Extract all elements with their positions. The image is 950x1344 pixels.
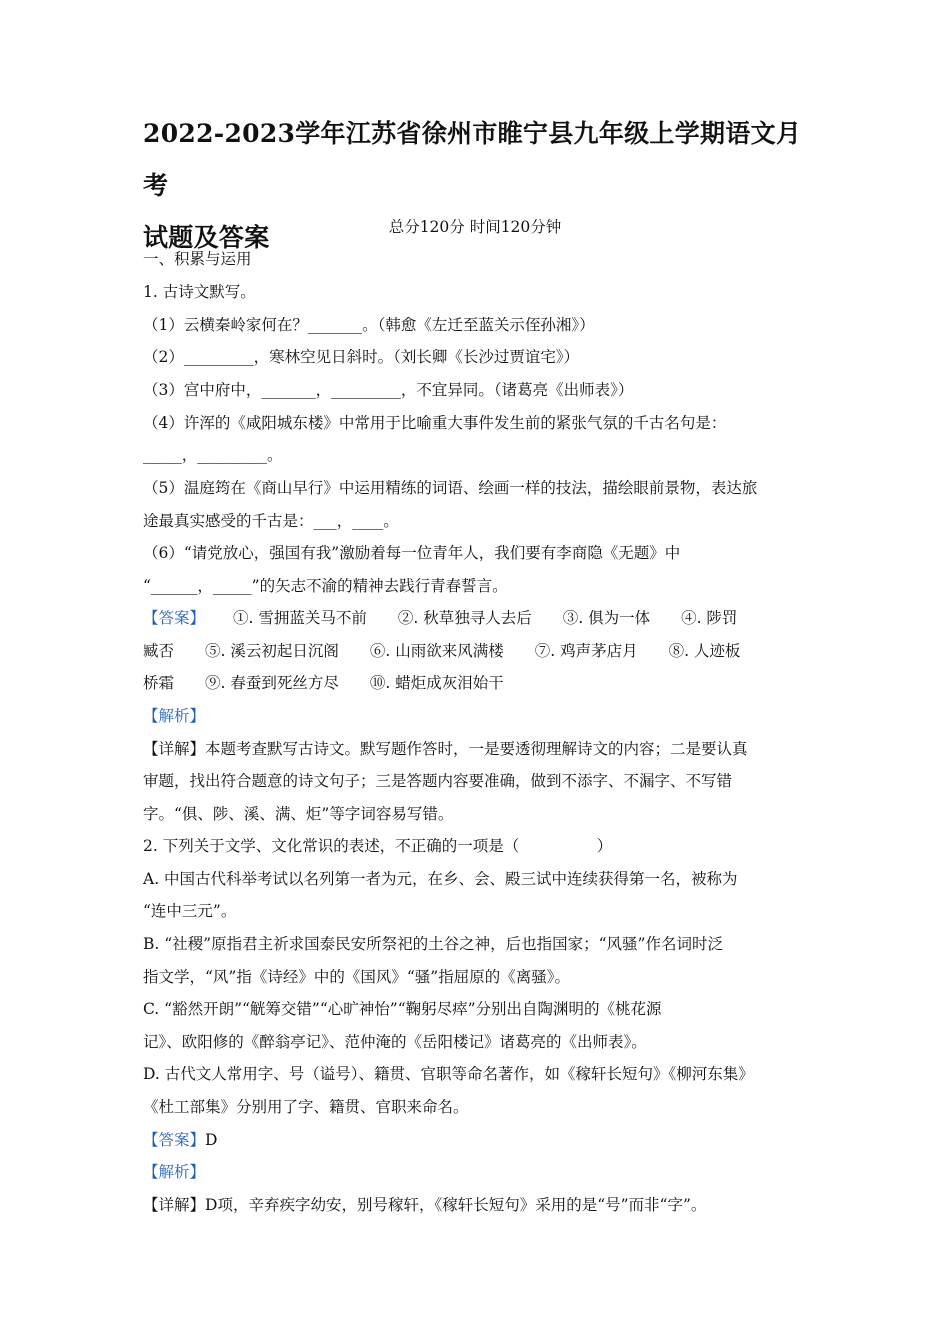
page-title	[143, 108, 823, 264]
answer-label: 【答案】	[143, 1131, 206, 1149]
question-1-stem: 1. 古诗文默写。	[143, 283, 256, 301]
question-2-stem: 2. 下列关于文学、文化常识的表述，不正确的一项是（ ）	[143, 837, 613, 855]
q2-detail-line	[143, 1194, 811, 1216]
detail-label: 【详解】	[143, 1196, 206, 1214]
q1-item: _____，_________。	[143, 446, 283, 464]
q1-item: （2）_________，寒林空见日斜时。（刘长卿《长沙过贾谊宅》）	[143, 348, 580, 366]
section-heading: 一、积累与运用	[143, 250, 252, 268]
q1-item: （6）“请党放心，强国有我”激励着每一位青年人，我们要有李商隐《无题》中	[143, 544, 681, 562]
subtitle: 总分120分 时间120分钟	[388, 218, 562, 236]
q1-answer-line: 臧否 ⑤. 溪云初起日沉阁 ⑥. 山雨欲来风满楼 ⑦. 鸡声茅店月 ⑧. 人迹板	[143, 642, 741, 660]
detail-text: 本题考查默写古诗文。默写题作答时，一是要透彻理解诗文的内容；二是要认真	[205, 740, 748, 758]
analysis-label: 【解析】	[143, 1163, 206, 1181]
q2-option: C. “豁然开朗”“觥筹交错”“心旷神怡”“鞠躬尽瘁”分别出自陶渊明的《桃花源	[143, 1000, 662, 1018]
q2-option: A. 中国古代科举考试以名列第一者为元，在乡、会、殿三试中连续获得第一名，被称为	[143, 870, 738, 888]
q2-option: “连中三元”。	[143, 902, 237, 920]
q1-detail-line: 审题，找出符合题意的诗文句子；三是答题内容要准确，做到不添字、不漏字、不写错	[143, 772, 733, 790]
q2-option: 记》、欧阳修的《醉翁亭记》、范仲淹的《岳阳楼记》诸葛亮的《出师表》。	[143, 1033, 647, 1051]
q1-item: （5）温庭筠在《商山早行》中运用精练的词语、绘画一样的技法，描绘眼前景物，表达旅	[143, 479, 758, 497]
q2-answer-line	[143, 1129, 811, 1151]
detail-text: D项，辛弃疾字幼安，别号稼轩，《稼轩长短句》采用的是“号”而非“字”。	[205, 1196, 707, 1214]
q1-item: “______，_____”的矢志不渝的精神去践行青春誓言。	[143, 577, 508, 595]
q1-item: （4）许浑的《咸阳城东楼》中常用于比喻重大事件发生前的紧张气氛的千古名句是：	[143, 414, 727, 432]
answer-label: 【答案】	[143, 609, 206, 627]
q2-option: 指文学，“风”指《诗经》中的《国风》“骚”指屈原的《离骚》。	[143, 968, 570, 986]
title-line-1: 2022-2023学年江苏省徐州市睢宁县九年级上学期语文月考	[143, 119, 802, 200]
detail-label: 【详解】	[143, 740, 206, 758]
q1-detail-line	[143, 738, 811, 760]
q1-item: （1）云横秦岭家何在？_______。（韩愈《左迁至蓝关示侄孙湘》）	[143, 316, 595, 334]
answer-text: D	[205, 1131, 218, 1149]
q2-option: D. 古代文人常用字、号（谥号）、籍贯、官职等命名著作，如《稼轩长短句》《柳河东集》	[143, 1065, 754, 1083]
q1-answer-line: 桥霜 ⑨. 春蚕到死丝方尽 ⑩. 蜡炬成灰泪始干	[143, 674, 504, 692]
analysis-label: 【解析】	[143, 707, 206, 725]
title-line-2: 试题及答案	[143, 223, 270, 252]
q2-option: 《杜工部集》分别用了字、籍贯、官职来命名。	[143, 1098, 469, 1116]
q1-detail-line: 字。“俱、陟、溪、满、炬”等字词容易写错。	[143, 805, 454, 823]
q1-answer-line	[143, 607, 811, 629]
q1-item: （3）宫中府中，_______，_________，不宜异同。（诸葛亮《出师表》）	[143, 381, 634, 399]
q1-item: 途最真实感受的千古是：___，____。	[143, 512, 399, 530]
answer-text: ①. 雪拥蓝关马不前 ②. 秋草独寻人去后 ③. 俱为一体 ④. 陟罚	[233, 609, 738, 627]
q2-option: B. “社稷”原指君主祈求国泰民安所祭祀的土谷之神，后也指国家；“风骚”作名词时泛	[143, 935, 723, 953]
